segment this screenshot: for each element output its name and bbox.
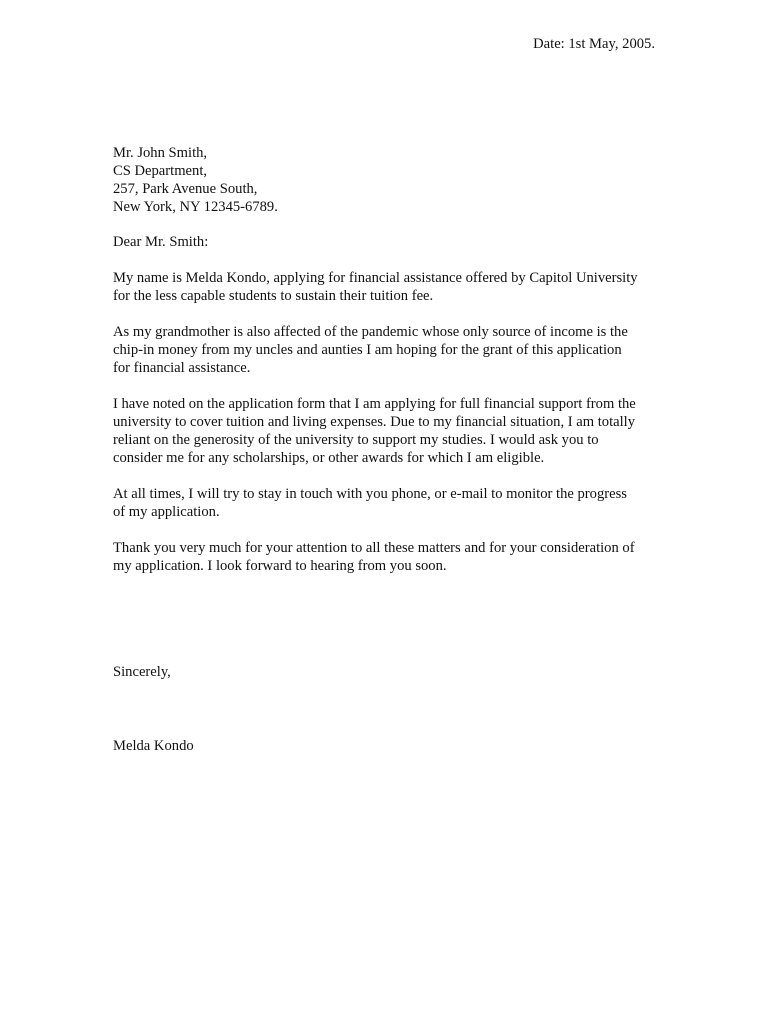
body-paragraph-introduction [113, 269, 658, 305]
letter-date: Date: 1st May, 2005. [533, 36, 655, 52]
body-paragraph-circumstances [113, 323, 658, 377]
paragraph-line: for financial assistance. [113, 360, 251, 376]
body-paragraph-request [113, 395, 658, 467]
paragraph-line: chip-in money from my uncles and aunties I am hoping for the grant of this application [113, 342, 622, 358]
paragraph-line: Thank you very much for your attention to all these matters and for your consideration of [113, 540, 635, 556]
recipient-department: CS Department, [113, 163, 208, 179]
paragraph-line: of my application. [113, 504, 220, 520]
recipient-name: Mr. John Smith, [113, 145, 208, 161]
paragraph-line: university to cover tuition and living expenses. Due to my financial situation, I am totally [113, 414, 636, 430]
closing: Sincerely, [113, 664, 171, 680]
paragraph-line: consider me for any scholarships, or other awards for which I am eligible. [113, 450, 545, 466]
paragraph-line: my application. I look forward to hearing from you soon. [113, 558, 447, 574]
paragraph-line: My name is Melda Kondo, applying for financial assistance offered by Capitol University [113, 270, 638, 286]
recipient-address [113, 144, 278, 216]
recipient-city: New York, NY 12345-6789. [113, 199, 278, 215]
paragraph-line: for the less capable students to sustain their tuition fee. [113, 288, 434, 304]
recipient-street: 257, Park Avenue South, [113, 181, 258, 197]
body-paragraph-thanks [113, 539, 658, 575]
paragraph-line: I have noted on the application form that I am applying for full financial support from the [113, 396, 636, 412]
paragraph-line: As my grandmother is also affected of the pandemic whose only source of income is the [113, 324, 628, 340]
salutation: Dear Mr. Smith: [113, 234, 209, 250]
signature-name: Melda Kondo [113, 738, 194, 754]
paragraph-line: At all times, I will try to stay in touch with you phone, or e-mail to monitor the progress [113, 486, 627, 502]
body-paragraph-contact [113, 485, 658, 521]
paragraph-line: reliant on the generosity of the university to support my studies. I would ask you to [113, 432, 599, 448]
